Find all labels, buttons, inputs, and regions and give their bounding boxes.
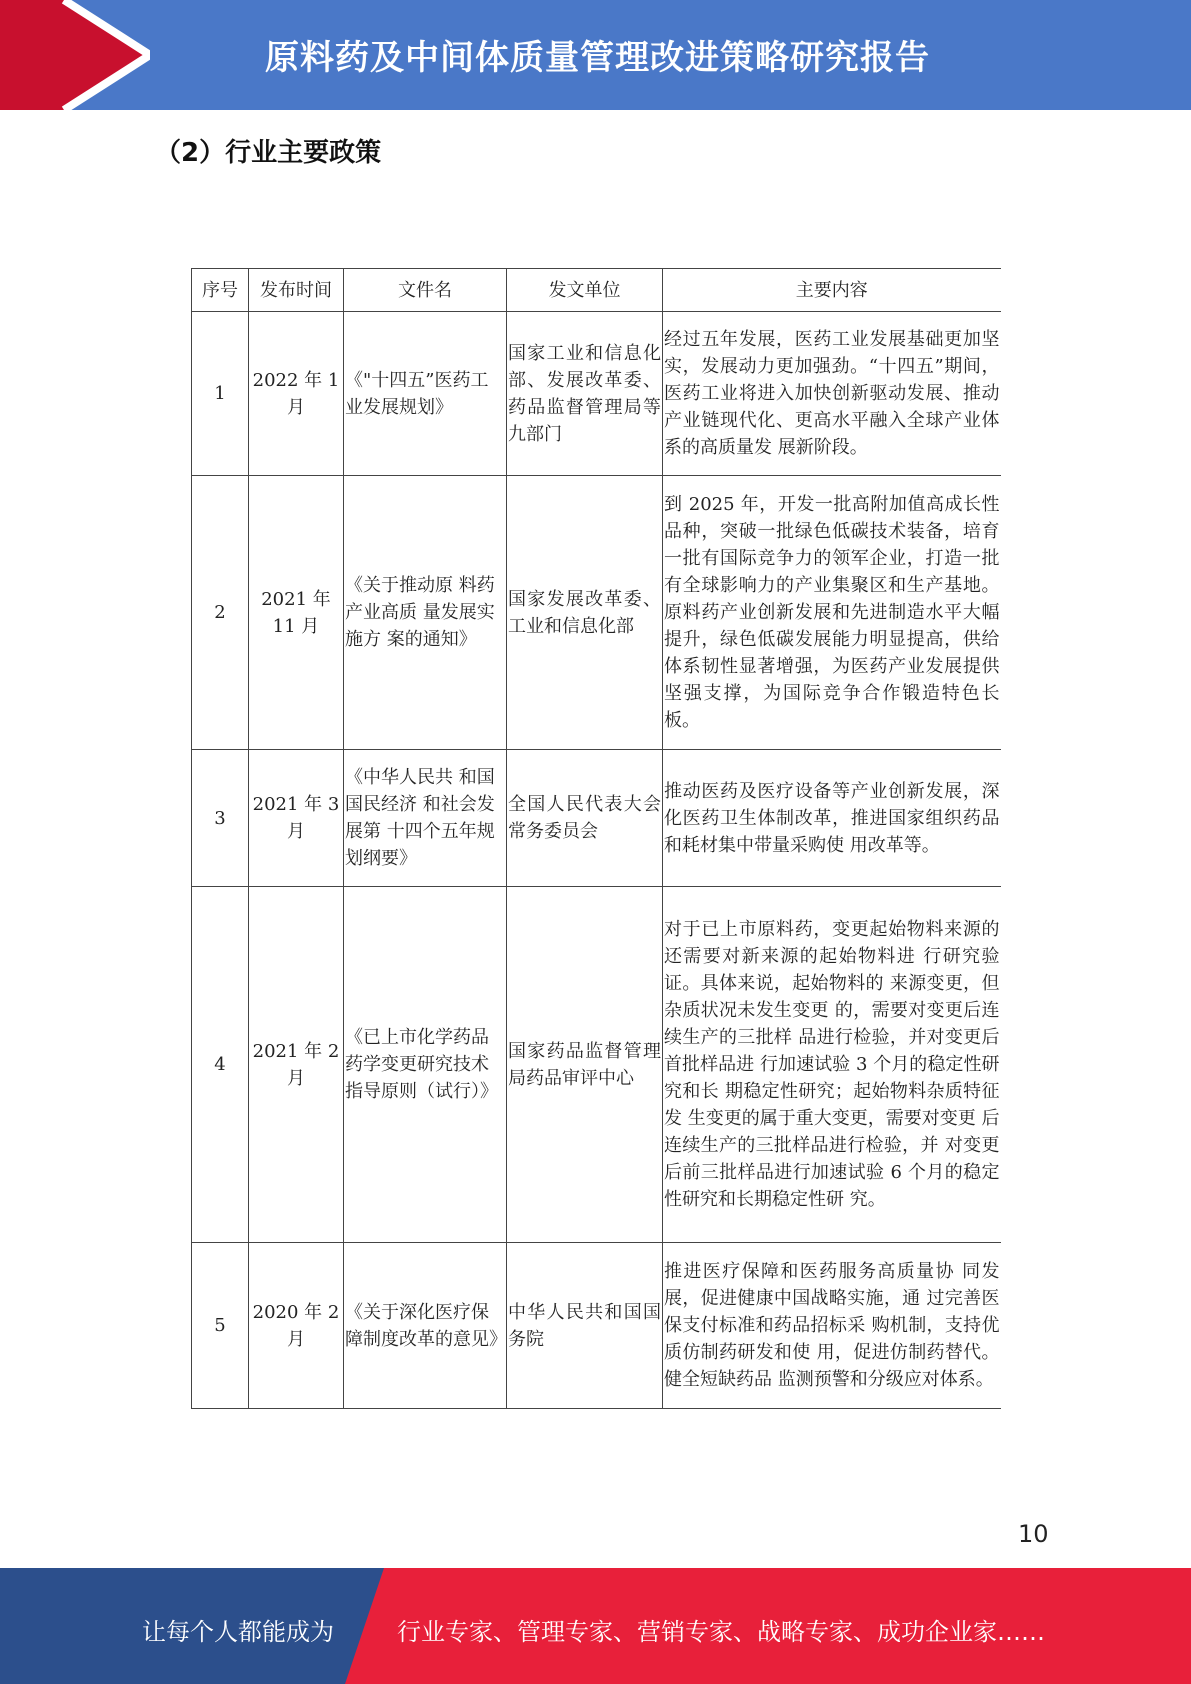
- table-row: [192, 750, 1001, 887]
- cell-content: 推进医疗保障和医药服务高质量协 同发展，促进健康中国战略实施，通 过完善医保支付标准和药品招标采 购机制，支持优质仿制药研发和使 用，促进仿制药替代。健全短缺药品 监测预警和分级应对体系。: [663, 1243, 1001, 1409]
- cell-no: 3: [192, 750, 249, 887]
- cell-issuer: 中华人民共和国国务院: [507, 1243, 663, 1409]
- col-header-issuer: 发文单位: [507, 269, 663, 312]
- report-title: 原料药及中间体质量管理改进策略研究报告: [265, 38, 930, 78]
- cell-date: 2022 年 1 月: [249, 312, 344, 476]
- cell-content: 对于已上市原料药，变更起始物料来源的还需要对新来源的起始物料进 行研究验证。具体来说，起始物料的 来源变更，但杂质状况未发生变更 的，需要对变更后连续生产的三批样 品进行检验，并对变更后首批样品进 行加速试验 3 个月的稳定性研究和长 期稳定性研究；起始物料杂质特征发 生变更的属于重大变更，需要对变更 后连续生产的三批样品进行检验，并 对变更后前三批样品进行加速试验 6 个月的稳定性研究和长期稳定性研 究。: [663, 887, 1001, 1243]
- policy-table: [191, 268, 1001, 1409]
- cell-date: 2020 年 2 月: [249, 1243, 344, 1409]
- table-row: [192, 312, 1001, 476]
- cell-issuer: 国家药品监督管理局药品审评中心: [507, 887, 663, 1243]
- col-header-no: 序号: [192, 269, 249, 312]
- header-red-arrow: [0, 0, 150, 110]
- table-row: [192, 476, 1001, 750]
- cell-title: 《关于深化医疗保障制度改革的意见》: [344, 1243, 507, 1409]
- col-header-content: 主要内容: [663, 269, 1001, 312]
- cell-title: 《已上市化学药品药学变更研究技术指导原则（试行）》: [344, 887, 507, 1243]
- header-banner: [0, 0, 1191, 110]
- page-number: 10: [1018, 1520, 1049, 1548]
- table-header-row: [192, 269, 1001, 312]
- cell-date: 2021 年 11 月: [249, 476, 344, 750]
- cell-issuer: 国家发展改革委、工业和信息化部: [507, 476, 663, 750]
- footer-slogan-right: 行业专家、管理专家、营销专家、战略专家、成功企业家……: [397, 1618, 1045, 1646]
- cell-title: 《"十四五”医药工业发展规划》: [344, 312, 507, 476]
- cell-no: 4: [192, 887, 249, 1243]
- table-row: [192, 1243, 1001, 1409]
- cell-issuer: 国家工业和信息化部、发展改革委、药品监督管理局等九部门: [507, 312, 663, 476]
- table-row: [192, 887, 1001, 1243]
- cell-no: 5: [192, 1243, 249, 1409]
- cell-no: 2: [192, 476, 249, 750]
- cell-title: 《中华人民共 和国国民经济 和社会发展第 十四个五年规 划纲要》: [344, 750, 507, 887]
- section-heading: （2）行业主要政策: [155, 138, 382, 168]
- cell-date: 2021 年 2 月: [249, 887, 344, 1243]
- cell-title: 《关于推动原 料药产业高质 量发展实施方 案的通知》: [344, 476, 507, 750]
- col-header-date: 发布时间: [249, 269, 344, 312]
- footer-slogan-left: 让每个人都能成为: [142, 1618, 334, 1646]
- cell-content: 推动医药及医疗设备等产业创新发展，深化医药卫生体制改革，推进国家组织药品和耗材集中带量采购使 用改革等。: [663, 750, 1001, 887]
- col-header-title: 文件名: [344, 269, 507, 312]
- cell-date: 2021 年 3 月: [249, 750, 344, 887]
- cell-no: 1: [192, 312, 249, 476]
- cell-content: 到 2025 年，开发一批高附加值高成长性品种，突破一批绿色低碳技术装备，培育一批有国际竞争力的领军企业，打造一批有全球影响力的产业集聚区和生产基地。原料药产业创新发展和先进制造水平大幅提升，绿色低碳发展能力明显提高，供给体系韧性显著增强，为医药产业发展提供坚强支撑，为国际竞争合作锻造特色长 板。: [663, 476, 1001, 750]
- cell-content: 经过五年发展，医药工业发展基础更加坚实，发展动力更加强劲。“十四五”期间，医药工业将进入加快创新驱动发展、推动产业链现代化、更高水平融入全球产业体系的高质量发 展新阶段。: [663, 312, 1001, 476]
- cell-issuer: 全国人民代表大会常务委员会: [507, 750, 663, 887]
